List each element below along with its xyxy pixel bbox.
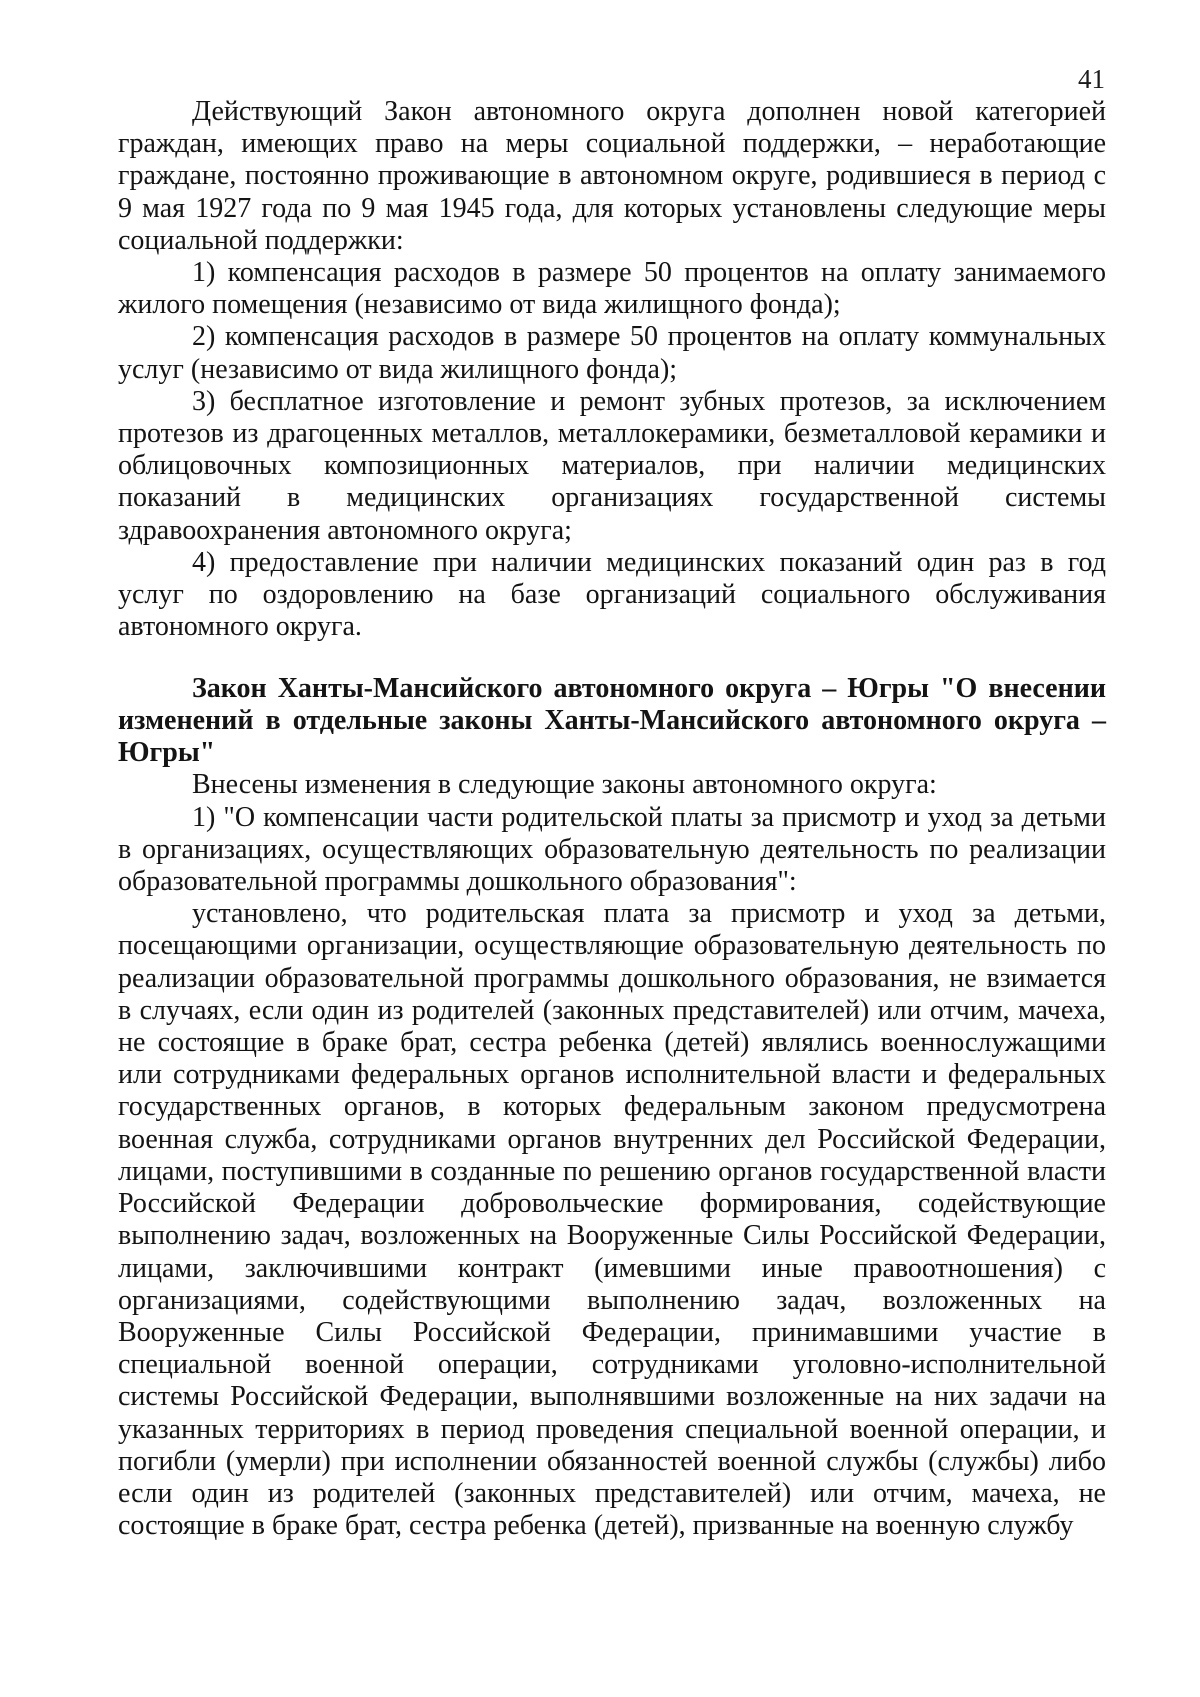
intro-paragraph: Действующий Закон автономного округа дополнен новой категорией граждан, имеющих право на меры социальной поддержки, – неработающие граждане, постоянно проживающие в автономном округе, родившиеся в период с 9 мая 1927 года по 9 мая 1945 года, для которых установлены следующие меры социальной поддержки: xyxy=(118,96,1106,256)
section-detail-paragraph: установлено, что родительская плата за присмотр и уход за детьми, посещающими организации, осуществляющие образовательную деятельность по реализации образовательной программы дошкольного образования, не взимается в случаях, если один из родителей (законных представителей) или отчим, мачеха, не состоящие в браке брат, сестра ребенка (детей) являлись военнослужащими или сотрудниками федеральных органов исполнительной власти и федеральных государственных органов, в которых федеральным законом предусмотрена военная служба, сотрудниками органов внутренних дел Российской Федерации, лицами, поступившими в созданные по решению органов государственной власти Российской Федерации добровольческие формирования, содействующие выполнению задач, возложенных на Вооруженные Силы Российской Федерации, лицами, заключившими контракт (имевшими иные правоотношения) с организациями, содействующими выполнению задач, возложенных на Вооруженные Силы Российской Федерации, принимавшими участие в специальной военной операции, сотрудниками уголовно-исполнительной системы Российской Федерации, выполнявшими возложенные на них задачи на указанных территориях в период проведения специальной военной операции, и погибли (умерли) при исполнении обязанностей военной службы (службы) либо если один из родителей (законных представителей) или отчим, мачеха, не состоящие в браке брат, сестра ребенка (детей), призванные на военную службу xyxy=(118,898,1106,1542)
document-body xyxy=(118,96,1106,1542)
section-list-item-1: 1) "О компенсации части родительской платы за присмотр и уход за детьми в организациях, осуществляющих образовательную деятельность по реализации образовательной программы дошкольного образования": xyxy=(118,801,1106,898)
page-number: 41 xyxy=(1078,64,1105,94)
list-item-3: 3) бесплатное изготовление и ремонт зубных протезов, за исключением протезов из драгоценных металлов, металлокерамики, безметалловой керамики и облицовочных композиционных материалов, при наличии медицинских показаний в медицинских организациях государственной системы здравоохранения автономного округа; xyxy=(118,385,1106,546)
section-heading: Закон Ханты-Мансийского автономного округа – Югры "О внесении изменений в отдельные законы Ханты-Мансийского автономного округа – Югры" xyxy=(118,673,1106,769)
list-item-1: 1) компенсация расходов в размере 50 процентов на оплату занимаемого жилого помещения (независимо от вида жилищного фонда); xyxy=(118,257,1106,321)
list-item-2: 2) компенсация расходов в размере 50 процентов на оплату коммунальных услуг (независимо от вида жилищного фонда); xyxy=(118,321,1106,385)
list-item-4: 4) предоставление при наличии медицинских показаний один раз в год услуг по оздоровлению на базе организаций социального обслуживания автономного округа. xyxy=(118,546,1106,643)
section-intro-paragraph: Внесены изменения в следующие законы автономного округа: xyxy=(192,769,937,801)
